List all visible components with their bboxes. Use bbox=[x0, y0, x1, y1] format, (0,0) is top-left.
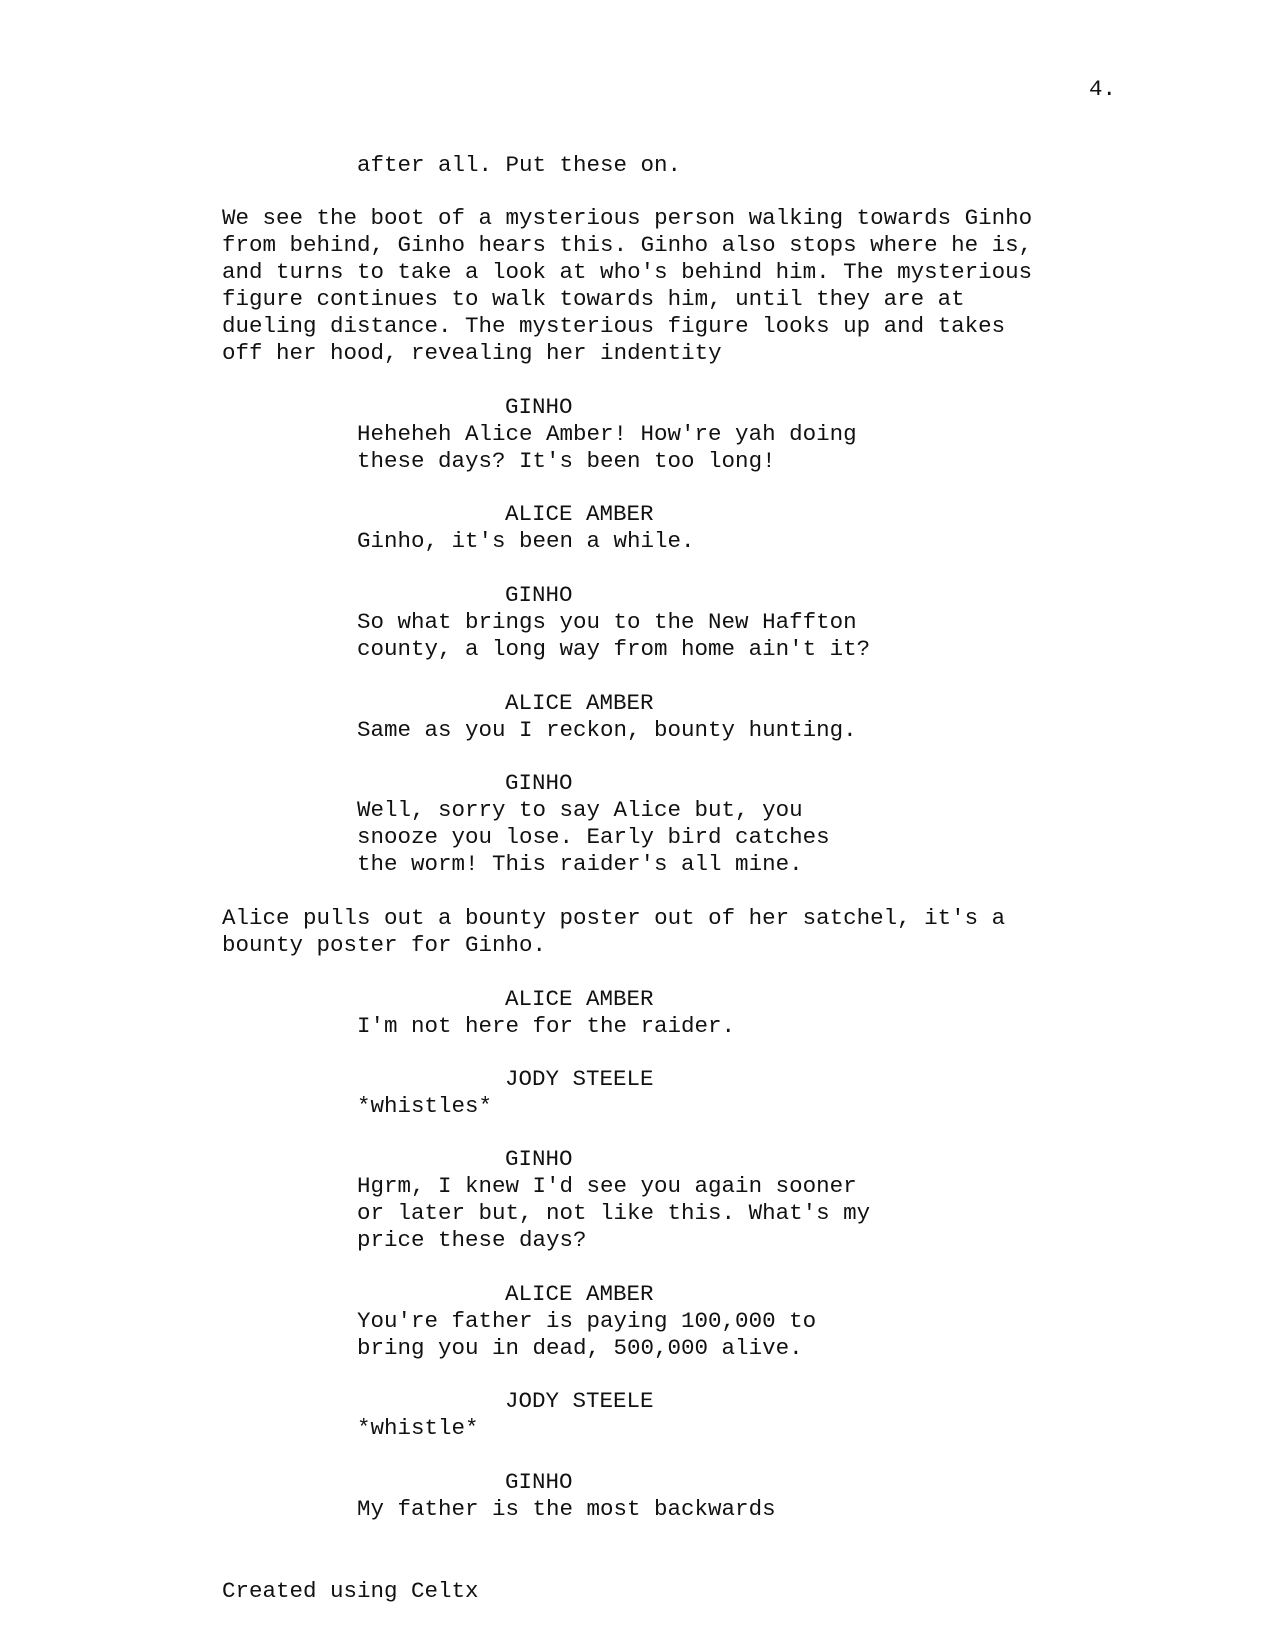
dialogue-line: Same as you I reckon, bounty hunting. bbox=[357, 717, 857, 743]
character-name: GINHO bbox=[505, 1146, 573, 1172]
action-line: We see the boot of a mysterious person walking towards Ginho bbox=[222, 205, 1033, 231]
dialogue-line: Hgrm, I knew I'd see you again sooner bbox=[357, 1173, 857, 1199]
action-line: Alice pulls out a bounty poster out of her satchel, it's a bbox=[222, 905, 1006, 931]
dialogue-line: Heheheh Alice Amber! How're yah doing bbox=[357, 421, 857, 447]
character-name: ALICE AMBER bbox=[505, 690, 654, 716]
footer-credit: Created using Celtx bbox=[222, 1578, 479, 1604]
character-name: JODY STEELE bbox=[505, 1388, 654, 1414]
character-name: ALICE AMBER bbox=[505, 501, 654, 527]
dialogue-line: these days? It's been too long! bbox=[357, 448, 776, 474]
action-line: bounty poster for Ginho. bbox=[222, 932, 547, 958]
dialogue-line: So what brings you to the New Haffton bbox=[357, 609, 857, 635]
action-line: off her hood, revealing her indentity bbox=[222, 340, 722, 366]
dialogue-line: the worm! This raider's all mine. bbox=[357, 851, 803, 877]
character-name: JODY STEELE bbox=[505, 1066, 654, 1092]
character-name: ALICE AMBER bbox=[505, 1281, 654, 1307]
dialogue-line: My father is the most backwards bbox=[357, 1496, 776, 1522]
dialogue-line: snooze you lose. Early bird catches bbox=[357, 824, 830, 850]
action-line: dueling distance. The mysterious figure looks up and takes bbox=[222, 313, 1006, 339]
character-name: GINHO bbox=[505, 394, 573, 420]
character-name: GINHO bbox=[505, 582, 573, 608]
dialogue-line: Ginho, it's been a while. bbox=[357, 528, 695, 554]
dialogue-line: *whistles* bbox=[357, 1093, 493, 1119]
dialogue-line: Well, sorry to say Alice but, you bbox=[357, 797, 803, 823]
dialogue-line: bring you in dead, 500,000 alive. bbox=[357, 1335, 803, 1361]
dialogue-line: county, a long way from home ain't it? bbox=[357, 636, 871, 662]
dialogue-line: You're father is paying 100,000 to bbox=[357, 1308, 817, 1334]
dialogue-line: price these days? bbox=[357, 1227, 587, 1253]
character-name: GINHO bbox=[505, 770, 573, 796]
dialogue-line: I'm not here for the raider. bbox=[357, 1013, 736, 1039]
dialogue-line: *whistle* bbox=[357, 1415, 479, 1441]
character-name: ALICE AMBER bbox=[505, 986, 654, 1012]
dialogue-line: after all. Put these on. bbox=[357, 152, 682, 178]
character-name: GINHO bbox=[505, 1469, 573, 1495]
page-number: 4. bbox=[1089, 76, 1117, 102]
dialogue-line: or later but, not like this. What's my bbox=[357, 1200, 871, 1226]
action-line: and turns to take a look at who's behind him. The mysterious bbox=[222, 259, 1033, 285]
action-line: figure continues to walk towards him, until they are at bbox=[222, 286, 965, 312]
action-line: from behind, Ginho hears this. Ginho also stops where he is, bbox=[222, 232, 1033, 258]
